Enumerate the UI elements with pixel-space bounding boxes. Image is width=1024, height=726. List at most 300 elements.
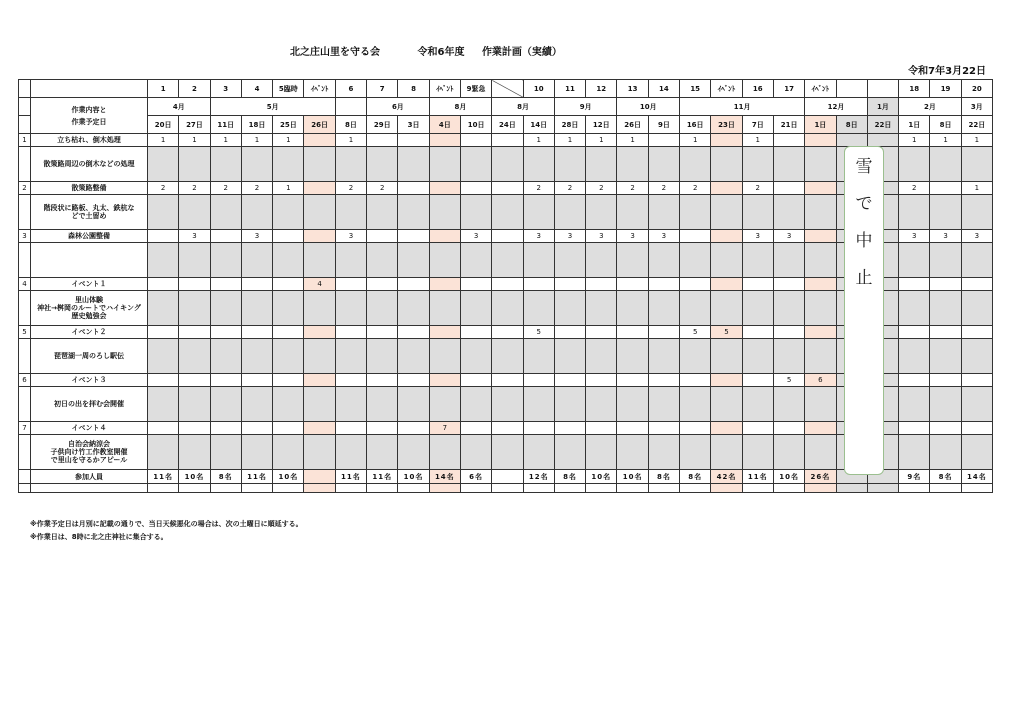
attendance-count	[492, 470, 523, 484]
plan-cell	[617, 278, 648, 291]
month-label: 8月	[429, 98, 492, 116]
work-day: 7日	[742, 116, 773, 134]
plan-cell	[930, 422, 961, 435]
footnote: ※作業日は、8時に北之庄神社に集合する。	[30, 533, 168, 541]
session-number: 1	[148, 80, 179, 98]
work-day: 21日	[773, 116, 804, 134]
result-cell	[210, 243, 241, 278]
attendance-count: 6名	[460, 470, 491, 484]
result-cell	[742, 291, 773, 326]
result-cell	[241, 387, 272, 422]
plan-cell	[523, 374, 554, 387]
plan-cell	[273, 278, 304, 291]
work-day: 14日	[523, 116, 554, 134]
plan-cell	[648, 326, 679, 339]
result-cell	[492, 387, 523, 422]
session-number	[836, 80, 867, 98]
result-cell	[773, 147, 804, 182]
month-label: 11月	[680, 98, 805, 116]
plan-cell	[680, 422, 711, 435]
plan-cell: 3	[523, 230, 554, 243]
result-cell	[930, 291, 961, 326]
plan-cell	[367, 326, 398, 339]
plan-cell: 2	[899, 182, 930, 195]
attendance-count: 11名	[367, 470, 398, 484]
plan-cell: 5	[523, 326, 554, 339]
result-cell	[492, 291, 523, 326]
result-cell	[367, 435, 398, 470]
month-label: 4月	[148, 98, 211, 116]
plan-cell	[617, 422, 648, 435]
result-cell	[210, 339, 241, 374]
work-day: 8日	[930, 116, 961, 134]
result-cell	[273, 291, 304, 326]
work-day: 9日	[648, 116, 679, 134]
result-cell	[523, 291, 554, 326]
result-cell	[460, 435, 491, 470]
result-cell	[742, 195, 773, 230]
attendance-count: 8名	[930, 470, 961, 484]
plan-cell	[241, 278, 272, 291]
report-date: 令和7年3月22日	[908, 66, 986, 77]
plan-cell: 2	[335, 182, 366, 195]
plan-cell	[273, 230, 304, 243]
result-cell	[273, 195, 304, 230]
plan-cell: 1	[241, 134, 272, 147]
result-cell	[805, 339, 836, 374]
plan-cell: 2	[586, 182, 617, 195]
result-cell	[680, 339, 711, 374]
plan-cell: 1	[523, 134, 554, 147]
plan-cell: 1	[148, 134, 179, 147]
attendance-count	[304, 470, 335, 484]
plan-cell	[367, 134, 398, 147]
result-cell	[930, 387, 961, 422]
task-detail	[31, 435, 148, 470]
task-detail	[31, 243, 148, 278]
result-cell	[711, 435, 742, 470]
task-detail-line: 琵琶湖一周のろし駅伝	[54, 352, 124, 360]
plan-cell: 1	[742, 134, 773, 147]
result-cell	[398, 435, 429, 470]
result-cell	[460, 147, 491, 182]
plan-cell	[867, 134, 898, 147]
attendance-count: 10名	[398, 470, 429, 484]
blank-cell	[586, 484, 617, 493]
plan-cell	[554, 374, 585, 387]
plan-cell	[367, 422, 398, 435]
result-cell	[241, 147, 272, 182]
month-label: 3月	[961, 98, 992, 116]
result-cell	[742, 435, 773, 470]
plan-cell: 3	[930, 230, 961, 243]
task-name: イベント２	[31, 326, 148, 339]
plan-cell	[899, 278, 930, 291]
result-cell	[179, 147, 210, 182]
month-label: 12月	[805, 98, 868, 116]
result-cell	[335, 339, 366, 374]
session-number	[867, 80, 898, 98]
session-number: 14	[648, 80, 679, 98]
work-day: 26日	[304, 116, 335, 134]
plan-cell	[742, 422, 773, 435]
result-cell	[429, 195, 460, 230]
result-cell	[930, 147, 961, 182]
work-day: 1日	[805, 116, 836, 134]
result-cell	[460, 291, 491, 326]
result-cell	[429, 147, 460, 182]
session-number: 11	[554, 80, 585, 98]
attendance-count: 14名	[961, 470, 992, 484]
result-cell	[742, 387, 773, 422]
plan-cell	[711, 422, 742, 435]
blank-cell	[19, 387, 31, 422]
plan-cell	[210, 422, 241, 435]
task-name: 森林公園整備	[31, 230, 148, 243]
work-day: 28日	[554, 116, 585, 134]
month-label: 9月	[554, 98, 617, 116]
snow-char: 止	[855, 268, 873, 288]
plan-cell: 2	[210, 182, 241, 195]
result-cell	[492, 195, 523, 230]
plan-cell	[148, 230, 179, 243]
result-cell	[148, 147, 179, 182]
plan-cell	[930, 182, 961, 195]
attendance-count: 8名	[210, 470, 241, 484]
plan-cell	[179, 422, 210, 435]
header-month-row	[19, 98, 993, 116]
task-detail	[31, 387, 148, 422]
result-cell	[335, 243, 366, 278]
result-cell	[554, 243, 585, 278]
result-cell	[273, 435, 304, 470]
plan-cell	[304, 374, 335, 387]
plan-cell: 2	[148, 182, 179, 195]
plan-cell	[273, 422, 304, 435]
attendance-count: 10名	[179, 470, 210, 484]
result-cell	[805, 387, 836, 422]
result-cell	[304, 435, 335, 470]
plan-cell	[711, 230, 742, 243]
plan-cell	[711, 278, 742, 291]
blank-cell	[335, 484, 366, 493]
blank-cell	[648, 484, 679, 493]
attendance-count: 11名	[742, 470, 773, 484]
task-detail-line: 散策路周辺の倒木などの処理	[43, 160, 135, 168]
result-cell	[335, 291, 366, 326]
result-cell	[148, 435, 179, 470]
month-label: 8月	[492, 98, 555, 116]
plan-cell	[304, 422, 335, 435]
result-cell	[179, 387, 210, 422]
attendance-count: 9名	[899, 470, 930, 484]
plan-cell	[460, 278, 491, 291]
session-number: 19	[930, 80, 961, 98]
task-index: 7	[19, 422, 31, 435]
result-cell	[805, 243, 836, 278]
blank-cell	[273, 484, 304, 493]
task-detail-line: 初日の出を拝む会開催	[54, 400, 124, 408]
plan-cell	[210, 374, 241, 387]
plan-cell	[241, 326, 272, 339]
footnote: ※作業予定日は月別に記載の通りで、当日天候悪化の場合は、次の土曜日に順延する。	[30, 520, 303, 528]
result-cell	[805, 291, 836, 326]
plan-cell	[805, 326, 836, 339]
plan-cell	[460, 422, 491, 435]
result-cell	[930, 195, 961, 230]
result-cell	[617, 243, 648, 278]
result-cell	[492, 339, 523, 374]
plan-cell: 3	[773, 230, 804, 243]
work-day: 10日	[460, 116, 491, 134]
plan-cell	[304, 326, 335, 339]
blank-cell	[19, 435, 31, 470]
plan-cell: 3	[179, 230, 210, 243]
blank-cell	[19, 470, 31, 484]
blank-cell	[492, 484, 523, 493]
plan-cell: 2	[617, 182, 648, 195]
plan-cell	[648, 134, 679, 147]
plan-cell	[680, 278, 711, 291]
blank-cell	[429, 484, 460, 493]
result-cell	[773, 195, 804, 230]
session-number: 20	[961, 80, 992, 98]
result-cell	[899, 147, 930, 182]
plan-cell	[460, 182, 491, 195]
plan-cell: 6	[805, 374, 836, 387]
result-cell	[429, 435, 460, 470]
result-cell	[554, 291, 585, 326]
result-cell	[304, 195, 335, 230]
result-cell	[304, 147, 335, 182]
result-cell	[398, 147, 429, 182]
attendance-count: 11名	[241, 470, 272, 484]
result-cell	[961, 387, 992, 422]
result-cell	[711, 339, 742, 374]
result-cell	[773, 291, 804, 326]
plan-cell	[773, 182, 804, 195]
plan-cell: 1	[554, 134, 585, 147]
result-cell	[273, 243, 304, 278]
result-cell	[241, 195, 272, 230]
blank-cell	[19, 98, 31, 116]
footnotes	[30, 518, 303, 544]
blank-cell	[19, 243, 31, 278]
result-cell	[460, 195, 491, 230]
plan-cell	[586, 374, 617, 387]
result-cell	[586, 195, 617, 230]
plan-cell	[648, 422, 679, 435]
result-cell	[711, 291, 742, 326]
snow-char: 中	[855, 231, 873, 251]
plan-cell	[930, 374, 961, 387]
task-name: イベント４	[31, 422, 148, 435]
result-cell	[304, 243, 335, 278]
plan-cell	[241, 422, 272, 435]
result-cell	[930, 243, 961, 278]
attendance-count: 26名	[805, 470, 836, 484]
result-cell	[648, 243, 679, 278]
plan-cell	[367, 374, 398, 387]
result-cell	[429, 291, 460, 326]
task-name: イベント３	[31, 374, 148, 387]
result-cell	[680, 147, 711, 182]
result-cell	[899, 339, 930, 374]
plan-cell	[429, 182, 460, 195]
task-header-line2: 作業予定日	[71, 117, 107, 126]
plan-cell: 1	[273, 134, 304, 147]
plan-cell	[429, 230, 460, 243]
result-cell	[680, 243, 711, 278]
plan-cell	[367, 278, 398, 291]
result-cell	[429, 387, 460, 422]
plan-cell	[398, 182, 429, 195]
session-number: 7	[367, 80, 398, 98]
result-cell	[460, 387, 491, 422]
plan-cell	[460, 134, 491, 147]
result-cell	[304, 339, 335, 374]
result-cell	[554, 339, 585, 374]
result-cell	[148, 195, 179, 230]
session-number: 9緊急	[460, 80, 491, 98]
result-cell	[179, 291, 210, 326]
result-cell	[554, 387, 585, 422]
fiscal-year: 令和6年度	[417, 47, 465, 58]
blank-cell	[805, 484, 836, 493]
plan-cell	[711, 374, 742, 387]
result-cell	[523, 339, 554, 374]
plan-cell: 2	[554, 182, 585, 195]
plan-cell	[148, 278, 179, 291]
blank-cell	[19, 80, 31, 98]
blank-cell	[19, 291, 31, 326]
result-cell	[617, 387, 648, 422]
plan-cell: 2	[648, 182, 679, 195]
session-number: 16	[742, 80, 773, 98]
task-detail-line: 里山体験	[75, 296, 103, 304]
blank-cell	[836, 484, 867, 493]
work-day: 16日	[680, 116, 711, 134]
result-cell	[711, 147, 742, 182]
blank-cell	[210, 484, 241, 493]
plan-cell	[617, 326, 648, 339]
work-day: 27日	[179, 116, 210, 134]
result-cell	[617, 339, 648, 374]
attendance-count: 42名	[711, 470, 742, 484]
plan-cell	[523, 278, 554, 291]
task-detail-line: 歴史勉強会	[71, 312, 107, 320]
plan-cell: 3	[961, 230, 992, 243]
plan-cell	[805, 278, 836, 291]
plan-cell: 3	[554, 230, 585, 243]
plan-cell: 1	[899, 134, 930, 147]
result-cell	[210, 195, 241, 230]
plan-cell	[680, 374, 711, 387]
org-name: 北之庄山里を守る会	[290, 47, 380, 58]
work-day: 23日	[711, 116, 742, 134]
blank-cell	[742, 484, 773, 493]
work-day: 3日	[398, 116, 429, 134]
plan-cell: 1	[179, 134, 210, 147]
plan-cell	[304, 134, 335, 147]
result-cell	[961, 435, 992, 470]
result-cell	[523, 147, 554, 182]
plan-cell: 2	[523, 182, 554, 195]
work-day: 12日	[586, 116, 617, 134]
blank-cell	[367, 484, 398, 493]
task-detail-line: 子供向け竹工作教室開催	[50, 448, 128, 456]
task-row	[19, 134, 993, 147]
plan-cell	[179, 326, 210, 339]
plan-cell	[680, 230, 711, 243]
result-cell	[773, 339, 804, 374]
blank-cell	[680, 484, 711, 493]
attendance-count: 10名	[617, 470, 648, 484]
session-number: 15	[680, 80, 711, 98]
result-cell	[648, 147, 679, 182]
plan-cell	[586, 326, 617, 339]
plan-cell: 2	[680, 182, 711, 195]
plan-cell	[773, 422, 804, 435]
plan-cell: 3	[241, 230, 272, 243]
blank-cell	[460, 484, 491, 493]
result-cell	[460, 243, 491, 278]
result-cell	[492, 147, 523, 182]
plan-cell	[899, 326, 930, 339]
work-day: 1日	[899, 116, 930, 134]
result-cell	[492, 243, 523, 278]
plan-cell	[429, 326, 460, 339]
plan-cell: 1	[586, 134, 617, 147]
result-cell	[617, 147, 648, 182]
attendance-count: 10名	[273, 470, 304, 484]
month-label: 10月	[617, 98, 680, 116]
attendance-count: 11名	[148, 470, 179, 484]
task-detail-line: 神社→桝岡のルートでハイキング	[37, 304, 141, 312]
plan-cell: 7	[429, 422, 460, 435]
work-day: 26日	[617, 116, 648, 134]
result-cell	[210, 435, 241, 470]
plan-cell: 2	[367, 182, 398, 195]
blank-cell	[554, 484, 585, 493]
result-cell	[773, 243, 804, 278]
plan-cell	[742, 278, 773, 291]
plan-cell	[805, 182, 836, 195]
plan-cell	[742, 326, 773, 339]
attendance-label: 参加人員	[31, 470, 148, 484]
plan-cell: 2	[742, 182, 773, 195]
plan-cell: 1	[961, 134, 992, 147]
plan-cell: 3	[742, 230, 773, 243]
plan-cell	[899, 422, 930, 435]
blank-cell	[19, 484, 31, 493]
plan-cell	[210, 230, 241, 243]
plan-cell: 3	[899, 230, 930, 243]
result-cell	[398, 339, 429, 374]
result-cell	[648, 387, 679, 422]
plan-cell	[554, 326, 585, 339]
blank-cell	[899, 484, 930, 493]
blank-cell	[241, 484, 272, 493]
session-number	[492, 80, 523, 98]
plan-title: 作業計画（実績）	[481, 47, 562, 58]
attendance-count: 10名	[773, 470, 804, 484]
result-cell	[773, 387, 804, 422]
task-detail-line: 階段状に路板、丸太、鉄杭な	[43, 204, 135, 212]
result-cell	[273, 339, 304, 374]
plan-cell	[711, 182, 742, 195]
result-cell	[805, 195, 836, 230]
